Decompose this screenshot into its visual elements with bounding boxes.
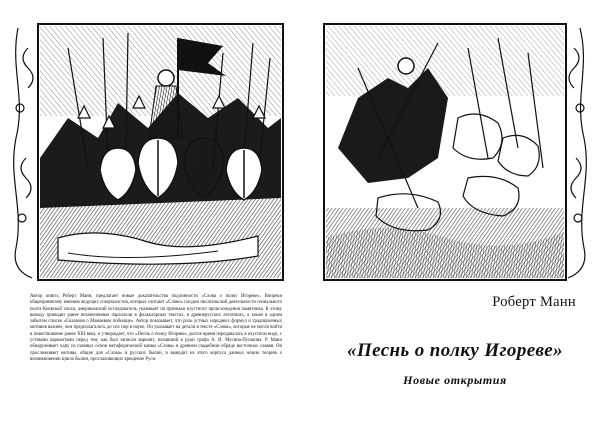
right-illustration [318, 8, 594, 286]
author-name: Роберт Манн [492, 294, 576, 310]
book-title: «Песнь о полку Игореве» [347, 340, 563, 361]
left-illustration [8, 8, 290, 286]
ornament-border-icon [14, 28, 33, 278]
ornament-border-icon [568, 28, 586, 278]
annotation-text: Автор книги, Роберт Манн, предлагает новые доказательства подлинности «Слова о полку Игореве». Вопреки общепринятому мнению ведущих специалистов, которые считают «Слово» плодом писательской деятельности гениального поэта Киевской эпохи, американский исследователь указывает на признаки изустного происхождения памятника. К этому выводу приводят ранее незамеченные параллели в фольклорных текстах, в древнерусских летописях, а также в одном забытом списке «Сказания о Мамаевом побоище». Автор показывает, что роль устных народных формул и традиционных мотивов важнее, чем предполагалось до сих пор в науке. Он указывает на детали в тексте «Слова», которые не могли войти в повествование ранее XIII века, и утверждает, что «Песнь о полку Игореве» долгое время передавалась в изустном виде, с устными вариантами перед тем, как был записан вариант, попавший в руки графа А. И. Мусина-Пушкина. Р. Манн обнаруживает одну из главных основ метафорической канвы «Слова» в древнем свадебном обряде восточных славян. Он прослеживает мотивы, общие для «Слова» и русских былин, и выводит из этого корпуса данных новую теорию о возникновении цикла былин, прославляющих крещение Руси. [30, 294, 282, 362]
book-subtitle: Новые открытия [403, 373, 507, 387]
